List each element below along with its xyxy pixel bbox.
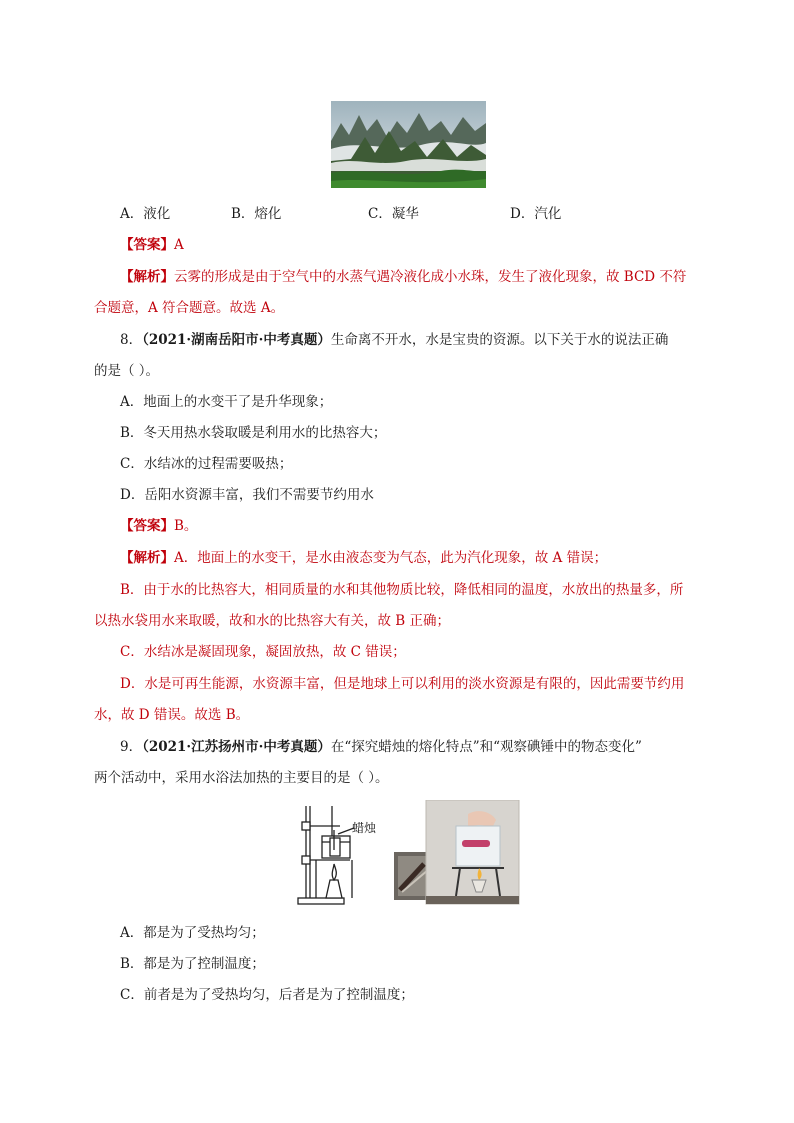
q7-option-c: C．凝华 — [368, 206, 419, 222]
candle-label: 蜡烛 — [352, 821, 377, 835]
iodine-heating-photo — [426, 800, 519, 904]
q8-analysis-line-2: B．由于水的比热容大，相同质量的水和其他物质比较，降低相同的温度，水放出的热量多，所 — [120, 582, 684, 598]
q8-analysis-line-3: 以热水袋用水来取暖，故和水的比热容大有关，故 B 正确； — [94, 613, 451, 629]
q8-stem-line-2: 的是（ ）。 — [94, 363, 160, 379]
q8-analysis-line-1 — [120, 548, 607, 568]
q8-option-d: D．岳阳水资源丰富，我们不需要节约用水 — [120, 487, 374, 503]
q8-analysis-line-4: C．水结冰是凝固现象，凝固放热，故 C 错误； — [120, 644, 406, 660]
q7-answer — [120, 235, 184, 255]
q7-analysis-line-1 — [120, 267, 686, 287]
q9-stem-line-1 — [120, 737, 642, 757]
q7-option-b: B．熔化 — [231, 206, 282, 222]
q8-stem-line-1 — [120, 330, 668, 350]
q8-answer — [120, 516, 197, 536]
q9-option-a: A．都是为了受热均匀； — [120, 925, 265, 941]
question-number: 8． — [120, 332, 143, 348]
q8-analysis-line-5: D．水是可再生能源，水资源丰富，但是地球上可以利用的淡水资源是有限的，因此需要节约用 — [120, 676, 685, 692]
question-source: （2021·湖南岳阳市·中考真题） — [142, 332, 331, 348]
analysis-tag: 【解析】 — [120, 269, 174, 285]
q8-option-c: C．水结冰的过程需要吸热； — [120, 456, 293, 472]
water-bath-apparatus-figure — [296, 800, 521, 907]
q8-option-b: B．冬天用热水袋取暖是利用水的比热容大； — [120, 425, 387, 441]
q9-option-b: B．都是为了控制温度； — [120, 956, 265, 972]
landscape-illustration — [331, 101, 486, 188]
answer-tag: 【答案】 — [120, 237, 174, 253]
answer-value: B。 — [174, 518, 198, 534]
q9-option-c: C．前者是为了受热均匀，后者是为了控制温度； — [120, 987, 414, 1003]
q7-analysis-line-2: 合题意，A 符合题意。故选 A。 — [94, 300, 285, 316]
analysis-tag: 【解析】 — [120, 550, 174, 566]
stand-drawing — [298, 806, 354, 904]
answer-value: A — [174, 237, 184, 253]
question-number: 9． — [120, 739, 143, 755]
fog-mountain-image — [331, 101, 486, 188]
q7-option-a: A．液化 — [120, 206, 171, 222]
q8-option-a: A．地面上的水变干了是升华现象； — [120, 394, 333, 410]
q8-analysis-line-6: 水，故 D 错误。故选 B。 — [94, 707, 250, 723]
q9-stem-line-2: 两个活动中，采用水浴法加热的主要目的是（ ）。 — [94, 770, 389, 786]
question-stem: 生命离不开水，水是宝贵的资源。以下关于水的说法正确 — [330, 332, 669, 348]
question-source: （2021·江苏扬州市·中考真题） — [142, 739, 331, 755]
q7-option-d: D．汽化 — [510, 206, 562, 222]
answer-tag: 【答案】 — [120, 518, 174, 534]
question-stem: 在“探究蜡烛的熔化特点”和“观察碘锤中的物态变化” — [330, 739, 642, 755]
analysis-text: 云雾的形成是由于空气中的水蒸气遇冷液化成小水珠，发生了液化现象，故 BCD 不符 — [174, 269, 687, 285]
analysis-text: A．地面上的水变干，是水由液态变为气态，此为汽化现象，故 A 错误； — [174, 550, 608, 566]
apparatus-illustration — [296, 800, 521, 907]
